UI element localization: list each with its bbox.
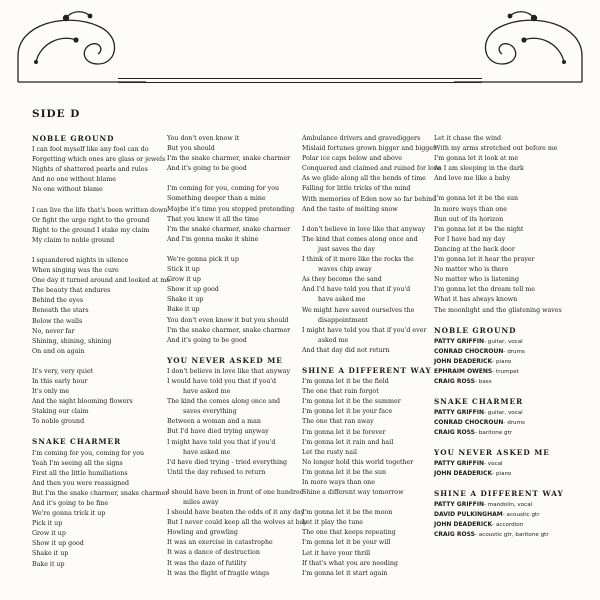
lyric-line: As we glide along all the bends of time bbox=[302, 175, 426, 183]
musician-role: - guitar, vocal bbox=[484, 409, 523, 416]
lyric-line: Ambulance drivers and gravediggers bbox=[302, 135, 421, 142]
credit-row bbox=[434, 408, 566, 418]
lyric-line: And the taste of melting snow bbox=[302, 205, 398, 213]
credits-song-title: SNAKE CHARMER bbox=[434, 396, 524, 406]
musician-name: JOHN DEADERICK bbox=[434, 469, 493, 477]
lyric-line: Show it up good bbox=[32, 540, 84, 548]
lyric-line: Conquered and claimed and ruined for love bbox=[302, 165, 442, 173]
lyric-line: Something deeper than a mine bbox=[167, 195, 266, 203]
lyric-line: I should have beaten the odds of it any day bbox=[167, 509, 305, 517]
lyric-line: Pick it up bbox=[32, 520, 63, 528]
lyric-line: It was the flight of fragile wings bbox=[167, 569, 270, 577]
lyric-line: I'm gonna let it be the moon bbox=[302, 509, 393, 517]
lyric-line: It was an exercise in catastrophe bbox=[167, 539, 273, 547]
credit-row bbox=[434, 469, 566, 479]
musician-name: JOHN DEADERICK bbox=[434, 520, 493, 528]
lyric-line: Stick it up bbox=[167, 266, 200, 274]
lyrics-column-1 bbox=[32, 134, 170, 570]
lyric-line: And it's going to be good bbox=[167, 336, 247, 344]
lyric-line: In more ways than one bbox=[434, 205, 507, 213]
lyric-line: The kind that comes along once and bbox=[302, 235, 418, 243]
lyric-line: You don't even know it but you should bbox=[167, 316, 289, 324]
lyric-line: have asked me bbox=[318, 296, 366, 304]
lyric-line: I'm gonna let it be the summer bbox=[302, 398, 401, 406]
lyric-line: Shake it up bbox=[32, 550, 69, 558]
lyric-line: Falling for little tricks of the mind bbox=[302, 185, 411, 193]
lyric-line: I don't believe in love like that anyway bbox=[302, 225, 426, 233]
lyric-line: And the night blooming flowers bbox=[32, 398, 133, 406]
lyric-line: As I am sleeping in the dark bbox=[434, 165, 524, 173]
lyric-line: Shine a different way tomorrow bbox=[302, 489, 404, 497]
lyric-line: Shining, shining, shining bbox=[32, 337, 112, 345]
credit-row bbox=[434, 347, 566, 357]
lyric-line: I would have told you that if you'd bbox=[167, 377, 277, 385]
lyric-line: just saves the day bbox=[318, 245, 375, 253]
musician-role: - piano bbox=[492, 358, 512, 365]
lyric-line: First all the little humiliations bbox=[32, 469, 128, 477]
credits-song-title: YOU NEVER ASKED ME bbox=[434, 447, 550, 457]
lyric-line: And that day did not return bbox=[302, 346, 390, 354]
lyric-line: have asked me bbox=[183, 388, 231, 396]
lyric-line: With memories of Eden now so far behind bbox=[302, 195, 437, 203]
lyric-line: Howling and growling bbox=[167, 529, 238, 537]
lyric-line: Bake it up bbox=[167, 306, 200, 314]
lyric-line: When singing was the cure bbox=[32, 267, 119, 275]
lyric-line: Staking our claim bbox=[32, 408, 89, 416]
lyric-line: And it's going to be good bbox=[167, 165, 247, 173]
lyric-line: It's very, very quiet bbox=[32, 367, 94, 375]
musician-role: - trumpet bbox=[492, 368, 519, 375]
credit-row bbox=[434, 510, 566, 520]
lyric-line: No matter who is listening bbox=[434, 276, 519, 284]
lyric-line: I might have told you that if you'd ever bbox=[302, 326, 427, 334]
song-title: YOU NEVER ASKED ME bbox=[167, 355, 283, 365]
lyric-line: Let it chase the wind bbox=[434, 135, 502, 142]
musician-name: DAVID PULKINGHAM bbox=[434, 510, 503, 518]
musician-name: PATTY GRIFFIN bbox=[434, 337, 485, 345]
musician-name: CONRAD CHOCROUN bbox=[434, 347, 504, 355]
lyric-line: waves chip away bbox=[318, 266, 372, 274]
credit-row bbox=[434, 337, 566, 347]
lyric-line: In this early hour bbox=[32, 377, 88, 385]
musician-role: - drums bbox=[503, 419, 525, 426]
lyric-line: I'm gonna let it rain and hail bbox=[302, 438, 394, 446]
lyric-line: It was the daze of futility bbox=[167, 559, 247, 567]
song-title: NOBLE GROUND bbox=[32, 134, 115, 143]
lyric-line: You don't even know it bbox=[167, 135, 240, 142]
song-title: SNAKE CHARMER bbox=[32, 437, 122, 447]
lyric-line: No matter who is there bbox=[434, 266, 509, 274]
lyric-line: I squandered nights in silence bbox=[32, 256, 129, 264]
credit-row bbox=[434, 377, 566, 387]
lyric-line: Or fight the urge right to the ground bbox=[32, 216, 150, 224]
credit-row bbox=[434, 428, 566, 438]
credit-row bbox=[434, 418, 566, 428]
lyric-line: In more ways than one bbox=[302, 479, 375, 486]
lyric-line: I'm gonna let it be the sun bbox=[434, 195, 519, 203]
lyric-line: Maybe it's time you stopped pretending bbox=[167, 205, 295, 213]
lyric-line: And I'm gonna make it shine bbox=[167, 235, 259, 243]
musician-role: - piano bbox=[492, 470, 512, 477]
lyric-line: With my arms stretched out before me bbox=[434, 145, 558, 153]
lyric-line: I'm gonna let it be forever bbox=[302, 428, 386, 436]
lyric-line: But I'd have died trying anyway bbox=[167, 428, 269, 436]
musician-role: - mandolin, vocal bbox=[484, 501, 533, 508]
lyric-line: Grow it up bbox=[167, 276, 201, 284]
musician-name: CRAIG ROSS bbox=[434, 428, 476, 436]
musician-role: - baritone gtr bbox=[475, 429, 513, 436]
lyric-line: No one without blame bbox=[32, 186, 103, 194]
lyric-line: Until the day refused to return bbox=[167, 468, 266, 476]
lyrics-column-4 bbox=[434, 134, 566, 540]
lyric-line: It's only me bbox=[32, 388, 70, 396]
musician-name: EPHRAIM OWENS bbox=[434, 367, 493, 375]
lyric-line: I'm gonna let it start again bbox=[302, 569, 388, 577]
lyric-line: I'm gonna let it be the sun bbox=[302, 468, 387, 476]
credit-row bbox=[434, 530, 566, 540]
lyric-line: Yeah I'm seeing all the signs bbox=[32, 459, 123, 467]
side-title: SIDE D bbox=[32, 108, 81, 120]
lyrics-column-3 bbox=[302, 134, 442, 579]
lyric-line: The moonlight and the glistening waves bbox=[434, 306, 562, 314]
lyric-line: Bake it up bbox=[32, 560, 65, 568]
lyric-line: have asked me bbox=[183, 448, 231, 456]
lyric-line: Show it up good bbox=[167, 286, 219, 294]
lyric-line: I might have told you that if you'd bbox=[167, 438, 276, 446]
lyric-line: I think of it more like the rocks the bbox=[302, 256, 414, 264]
lyric-line: I'm gonna let the dream tell me bbox=[434, 286, 535, 294]
lyric-line: I'm coming for you, coming for you bbox=[32, 449, 145, 457]
credit-row bbox=[434, 357, 566, 367]
scroll-ornament-left-icon bbox=[6, 4, 156, 84]
lyric-line: I'm the snake charmer, snake charmer bbox=[167, 155, 291, 163]
lyric-line: Run out of its horizon bbox=[434, 215, 504, 223]
musician-role: - vocal bbox=[484, 460, 503, 467]
lyric-line: But you should bbox=[167, 145, 215, 153]
lyric-line: If that's what you are needing bbox=[302, 559, 398, 567]
musician-name: JOHN DEADERICK bbox=[434, 357, 493, 365]
musician-role: - guitar, vocal bbox=[484, 338, 523, 345]
lyric-line: saves everything bbox=[183, 408, 237, 416]
header-divider bbox=[118, 78, 482, 83]
lyric-line: Nights of shattered pearls and rules bbox=[32, 166, 148, 174]
lyric-line: We might have saved ourselves the bbox=[302, 306, 415, 314]
musician-name: CRAIG ROSS bbox=[434, 530, 476, 538]
lyric-line: Below the walls bbox=[32, 317, 83, 325]
lyric-line: I'm gonna let it be your will bbox=[302, 539, 391, 547]
lyric-line: I'm the snake charmer, snake charmer bbox=[167, 326, 291, 334]
lyric-line: The one that keeps repeating bbox=[302, 529, 396, 537]
lyric-line: I'm gonna let it look at me bbox=[434, 155, 519, 163]
lyric-line: asked me bbox=[318, 336, 349, 344]
scroll-ornament-right-icon bbox=[444, 4, 594, 84]
lyric-line: I'm coming for you, coming for you bbox=[167, 185, 280, 193]
lyric-line: For I have had my day bbox=[434, 235, 506, 243]
lyric-line: Let it play the tune bbox=[302, 519, 364, 527]
lyric-line: No longer hold this world together bbox=[302, 458, 414, 466]
lyric-line: And it's going to be fine bbox=[32, 500, 109, 507]
lyric-line: Right to the ground I stake my claim bbox=[32, 226, 150, 234]
lyric-line: We're gonna pick it up bbox=[167, 255, 239, 263]
lyric-line: Polar ice caps below and above bbox=[302, 155, 403, 163]
credits-song-title: SHINE A DIFFERENT WAY bbox=[434, 488, 564, 498]
musician-name: CRAIG ROSS bbox=[434, 377, 476, 385]
lyric-line: disappointment bbox=[318, 316, 368, 324]
lyric-line: Shake it up bbox=[167, 296, 204, 304]
lyric-line: The one that ran away bbox=[302, 418, 374, 426]
lyric-line: I'm gonna let it be your face bbox=[302, 408, 393, 416]
lyric-line: Grow it up bbox=[32, 530, 66, 538]
credit-row bbox=[434, 367, 566, 377]
musician-name: CONRAD CHOCROUN bbox=[434, 418, 504, 426]
lyric-line: To noble ground bbox=[32, 418, 85, 426]
lyric-line: I'm gonna let it be the field bbox=[302, 378, 389, 386]
lyric-line: Let the rusty nail bbox=[302, 448, 357, 456]
lyric-line: The beauty that endures bbox=[32, 287, 111, 295]
musician-role: - acoustic gtr, baritone gtr bbox=[475, 531, 549, 538]
musician-role: - acoustic gtr bbox=[502, 511, 540, 518]
lyric-line: And no one without blame bbox=[32, 176, 116, 184]
lyric-line: I can live the life that's been written down bbox=[32, 206, 168, 214]
lyric-line: And then you were reassigned bbox=[32, 479, 130, 487]
lyric-line: I can fool myself like any fool can do bbox=[32, 146, 149, 154]
lyric-line: But I'm the snake charmer, snake charmer bbox=[32, 489, 169, 497]
credits-song-title: NOBLE GROUND bbox=[434, 325, 517, 335]
lyric-line: But I never could keep all the wolves at bay bbox=[167, 519, 307, 527]
credit-row bbox=[434, 459, 566, 469]
lyric-line: It was a dance of destruction bbox=[167, 549, 260, 557]
lyric-line: No, never far bbox=[32, 327, 75, 335]
credit-row bbox=[434, 500, 566, 510]
musician-role: - bass bbox=[475, 378, 492, 385]
lyric-line: My claim to noble ground bbox=[32, 236, 115, 244]
musician-role: - accordion bbox=[492, 521, 524, 528]
lyric-line: I'm the snake charmer, snake charmer bbox=[167, 225, 291, 233]
lyric-line: Forgetting which ones are glass or jewels bbox=[32, 156, 166, 164]
lyric-line: We're gonna trick it up bbox=[32, 510, 106, 518]
lyric-line: I should have been in front of one hundred bbox=[167, 488, 304, 496]
lyric-line: miles away bbox=[183, 499, 219, 506]
lyric-line: Beneath the stars bbox=[32, 307, 89, 315]
lyric-line: And I'd have told you that if you'd bbox=[302, 286, 411, 294]
lyric-line: I'd have died trying - tried everything bbox=[167, 458, 288, 466]
lyric-line: Between a woman and a man bbox=[167, 418, 261, 426]
lyric-line: What it has always known bbox=[434, 296, 518, 304]
musician-name: PATTY GRIFFIN bbox=[434, 459, 485, 467]
lyric-line: On and on again bbox=[32, 347, 85, 355]
lyric-line: Mislaid fortunes grown bigger and bigger bbox=[302, 145, 437, 153]
lyric-line: I'm gonna let it be the night bbox=[434, 225, 524, 233]
lyric-line: As they become the sand bbox=[302, 276, 382, 284]
lyric-line: Let it have your thrill bbox=[302, 549, 371, 557]
lyric-line: I don't believe in love like that anyway bbox=[167, 367, 291, 375]
lyric-line: Behind the eyes bbox=[32, 297, 84, 305]
lyric-line: And love me like a baby bbox=[434, 175, 511, 183]
lyrics-column-2 bbox=[167, 134, 307, 579]
credits-section bbox=[434, 326, 566, 540]
musician-name: PATTY GRIFFIN bbox=[434, 408, 485, 416]
lyric-line: One day it turned around and looked at me bbox=[32, 277, 170, 285]
lyric-line: Dancing at the back door bbox=[434, 245, 515, 253]
musician-name: PATTY GRIFFIN bbox=[434, 500, 485, 508]
lyric-line: That you knew it all the time bbox=[167, 215, 259, 223]
lyric-line: I'm gonna let it hear the prayer bbox=[434, 256, 535, 264]
lyric-line: The kind the comes along once and bbox=[167, 398, 281, 406]
musician-role: - drums bbox=[503, 348, 525, 355]
lyric-line: The one that rain forgot bbox=[302, 388, 379, 396]
song-title: SHINE A DIFFERENT WAY bbox=[302, 365, 432, 375]
credit-row bbox=[434, 520, 566, 530]
